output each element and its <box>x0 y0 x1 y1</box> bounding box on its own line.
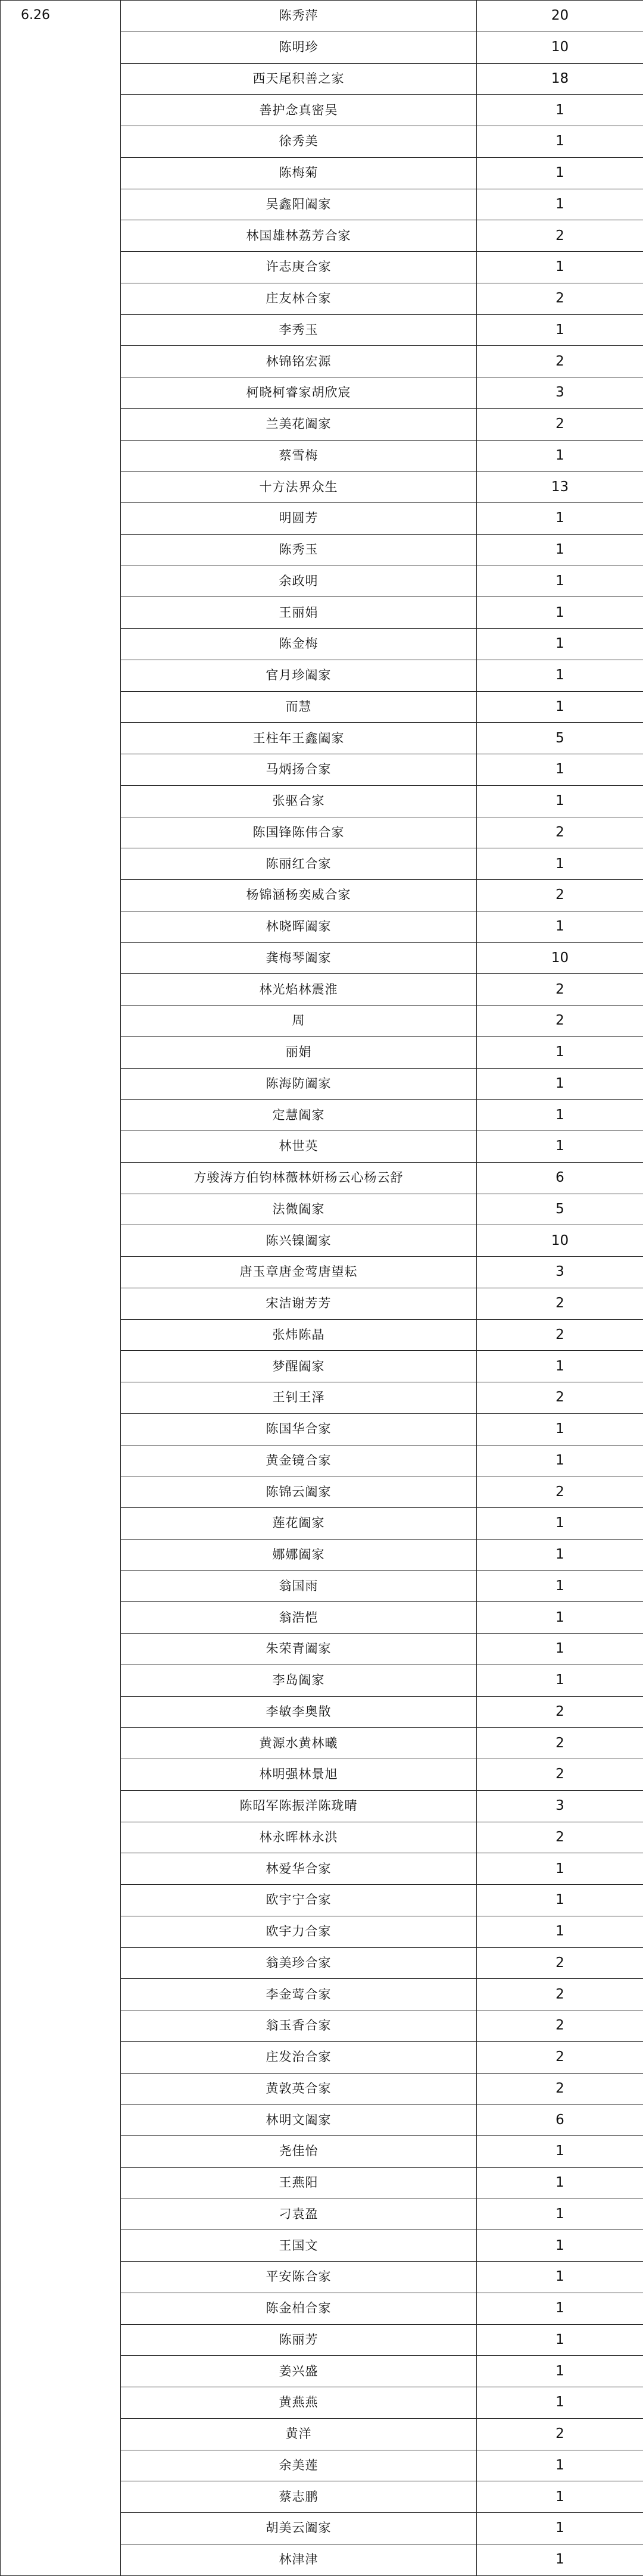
count-cell: 1 <box>477 1853 643 1885</box>
count-cell: 2 <box>477 220 643 252</box>
donor-name-cell: 欧宇宁合家 <box>121 1885 477 1916</box>
donor-name-cell: 林世英 <box>121 1131 477 1163</box>
donor-name-cell: 王丽娟 <box>121 597 477 629</box>
donor-name-cell: 翁浩恺 <box>121 1602 477 1634</box>
count-cell: 1 <box>477 848 643 880</box>
count-cell: 1 <box>477 2481 643 2513</box>
donor-name-cell: 翁国雨 <box>121 1570 477 1602</box>
count-cell: 2 <box>477 1696 643 1728</box>
donor-name-cell: 许志庚合家 <box>121 252 477 283</box>
donor-name-cell: 林国雄林荔芳合家 <box>121 220 477 252</box>
donor-name-cell: 蔡雪梅 <box>121 440 477 472</box>
count-cell: 1 <box>477 503 643 535</box>
count-cell: 2 <box>477 1319 643 1351</box>
donor-name-cell: 黄源水黄林曦 <box>121 1728 477 1759</box>
count-cell: 1 <box>477 1634 643 1665</box>
count-cell: 2 <box>477 1979 643 2010</box>
donation-table-body <box>1 1 643 2576</box>
donor-name-cell: 翁玉香合家 <box>121 2010 477 2042</box>
count-cell: 1 <box>477 2230 643 2262</box>
count-cell: 2 <box>477 283 643 314</box>
donor-name-cell: 宋洁谢芳芳 <box>121 1288 477 1319</box>
count-cell: 20 <box>477 1 643 32</box>
donor-name-cell: 陈明珍 <box>121 32 477 63</box>
donor-name-cell: 林永晖林永洪 <box>121 1822 477 1853</box>
donor-name-cell: 欧宇力合家 <box>121 1916 477 1947</box>
count-cell: 6 <box>477 1162 643 1194</box>
count-cell: 1 <box>477 597 643 629</box>
donor-name-cell: 黄金镜合家 <box>121 1445 477 1476</box>
table-row <box>1 1 643 32</box>
count-cell: 2 <box>477 408 643 440</box>
donor-name-cell: 陈兴镍阖家 <box>121 1225 477 1257</box>
donor-name-cell: 方骏涛方伯钧林薇林妍杨云心杨云舒 <box>121 1162 477 1194</box>
count-cell: 2 <box>477 1382 643 1414</box>
donor-name-cell: 善护念真密吴 <box>121 95 477 126</box>
count-cell: 1 <box>477 1508 643 1540</box>
count-cell: 18 <box>477 63 643 95</box>
donor-name-cell: 朱荣青阖家 <box>121 1634 477 1665</box>
donor-name-cell: 十方法界众生 <box>121 472 477 503</box>
donor-name-cell: 余美莲 <box>121 2450 477 2481</box>
count-cell: 1 <box>477 1570 643 1602</box>
count-cell: 2 <box>477 1728 643 1759</box>
count-cell: 2 <box>477 974 643 1006</box>
count-cell: 1 <box>477 252 643 283</box>
donor-name-cell: 林爱华合家 <box>121 1853 477 1885</box>
donor-name-cell: 而慧 <box>121 691 477 723</box>
count-cell: 1 <box>477 95 643 126</box>
donor-name-cell: 陈海防阖家 <box>121 1068 477 1100</box>
donor-name-cell: 娜娜阖家 <box>121 1539 477 1570</box>
donor-name-cell: 林光焰林震淮 <box>121 974 477 1006</box>
donor-name-cell: 李秀玉 <box>121 314 477 346</box>
donor-name-cell: 龚梅琴阖家 <box>121 942 477 974</box>
donor-name-cell: 陈锦云阖家 <box>121 1476 477 1508</box>
count-cell: 1 <box>477 911 643 942</box>
donor-name-cell: 黄洋 <box>121 2418 477 2450</box>
donor-name-cell: 林明强林景旭 <box>121 1759 477 1791</box>
count-cell: 2 <box>477 1476 643 1508</box>
count-cell: 1 <box>477 2324 643 2356</box>
count-cell: 2 <box>477 2073 643 2104</box>
donor-name-cell: 姜兴盛 <box>121 2356 477 2387</box>
count-cell: 1 <box>477 1100 643 1131</box>
donor-name-cell: 陈昭军陈振洋陈珑晴 <box>121 1790 477 1822</box>
count-cell: 1 <box>477 126 643 158</box>
count-cell: 3 <box>477 1790 643 1822</box>
donor-name-cell: 林锦铭宏源 <box>121 346 477 377</box>
count-cell: 2 <box>477 2010 643 2042</box>
donor-name-cell: 黄燕燕 <box>121 2387 477 2419</box>
count-cell: 2 <box>477 1947 643 1979</box>
date-cell: 6.26 <box>1 1 121 2576</box>
count-cell: 1 <box>477 1885 643 1916</box>
donor-name-cell: 黄敦英合家 <box>121 2073 477 2104</box>
donor-name-cell: 柯晓柯睿家胡欣宸 <box>121 377 477 409</box>
donor-name-cell: 张驱合家 <box>121 785 477 817</box>
count-cell: 2 <box>477 1288 643 1319</box>
count-cell: 5 <box>477 1194 643 1225</box>
count-cell: 5 <box>477 723 643 754</box>
count-cell: 2 <box>477 1822 643 1853</box>
count-cell: 1 <box>477 314 643 346</box>
donor-name-cell: 李岛阖家 <box>121 1665 477 1696</box>
donor-name-cell: 丽娟 <box>121 1036 477 1068</box>
donor-name-cell: 法微阖家 <box>121 1194 477 1225</box>
count-cell: 2 <box>477 2418 643 2450</box>
donor-name-cell: 唐玉章唐金莺唐望耘 <box>121 1257 477 1288</box>
count-cell: 1 <box>477 157 643 189</box>
count-cell: 1 <box>477 2167 643 2199</box>
count-cell: 1 <box>477 534 643 566</box>
donor-name-cell: 王国文 <box>121 2230 477 2262</box>
donor-name-cell: 刁袁盈 <box>121 2199 477 2230</box>
count-cell: 1 <box>477 754 643 786</box>
count-cell: 1 <box>477 2293 643 2324</box>
donor-name-cell: 杨锦涵杨奕威合家 <box>121 880 477 911</box>
donor-name-cell: 张炜陈晶 <box>121 1319 477 1351</box>
count-cell: 1 <box>477 189 643 220</box>
count-cell: 1 <box>477 1602 643 1634</box>
count-cell: 1 <box>477 1068 643 1100</box>
count-cell: 2 <box>477 346 643 377</box>
count-cell: 1 <box>477 1665 643 1696</box>
donor-name-cell: 胡美云阖家 <box>121 2513 477 2544</box>
donor-name-cell: 陈国锋陈伟合家 <box>121 817 477 848</box>
count-cell: 1 <box>477 2513 643 2544</box>
count-cell: 1 <box>477 1445 643 1476</box>
count-cell: 1 <box>477 1539 643 1570</box>
donor-name-cell: 陈金梅 <box>121 629 477 660</box>
count-cell: 1 <box>477 440 643 472</box>
count-cell: 1 <box>477 566 643 597</box>
count-cell: 6 <box>477 2104 643 2136</box>
donor-name-cell: 庄友林合家 <box>121 283 477 314</box>
donor-name-cell: 蔡志鹏 <box>121 2481 477 2513</box>
count-cell: 13 <box>477 472 643 503</box>
donor-name-cell: 余政明 <box>121 566 477 597</box>
count-cell: 10 <box>477 1225 643 1257</box>
donor-name-cell: 陈秀玉 <box>121 534 477 566</box>
count-cell: 1 <box>477 1413 643 1445</box>
count-cell: 3 <box>477 1257 643 1288</box>
count-cell: 1 <box>477 691 643 723</box>
count-cell: 1 <box>477 1131 643 1163</box>
donor-name-cell: 王燕阳 <box>121 2167 477 2199</box>
donor-name-cell: 陈秀萍 <box>121 1 477 32</box>
count-cell: 10 <box>477 942 643 974</box>
donor-name-cell: 周 <box>121 1006 477 1037</box>
count-cell: 1 <box>477 1916 643 1947</box>
donor-name-cell: 林晓晖阖家 <box>121 911 477 942</box>
donor-name-cell: 官月珍阖家 <box>121 660 477 691</box>
donor-name-cell: 定慧阖家 <box>121 1100 477 1131</box>
donor-name-cell: 林明文阖家 <box>121 2104 477 2136</box>
donor-name-cell: 尧佳怡 <box>121 2136 477 2168</box>
donor-name-cell: 兰美花阖家 <box>121 408 477 440</box>
donor-name-cell: 陈丽芳 <box>121 2324 477 2356</box>
count-cell: 1 <box>477 2199 643 2230</box>
donor-name-cell: 陈金柏合家 <box>121 2293 477 2324</box>
donor-name-cell: 莲花阖家 <box>121 1508 477 1540</box>
count-cell: 1 <box>477 2356 643 2387</box>
count-cell: 2 <box>477 817 643 848</box>
count-cell: 1 <box>477 1351 643 1382</box>
donor-name-cell: 吴鑫阳阖家 <box>121 189 477 220</box>
donor-name-cell: 陈国华合家 <box>121 1413 477 1445</box>
count-cell: 2 <box>477 2041 643 2073</box>
count-cell: 1 <box>477 2262 643 2293</box>
count-cell: 1 <box>477 2387 643 2419</box>
count-cell: 3 <box>477 377 643 409</box>
count-cell: 1 <box>477 2136 643 2168</box>
count-cell: 2 <box>477 1006 643 1037</box>
donor-name-cell: 陈丽红合家 <box>121 848 477 880</box>
count-cell: 1 <box>477 1036 643 1068</box>
donor-name-cell: 王钊王泽 <box>121 1382 477 1414</box>
donor-name-cell: 西天尾积善之家 <box>121 63 477 95</box>
donor-name-cell: 徐秀美 <box>121 126 477 158</box>
donor-name-cell: 梦醒阖家 <box>121 1351 477 1382</box>
count-cell: 10 <box>477 32 643 63</box>
donor-name-cell: 李敏李奥散 <box>121 1696 477 1728</box>
donor-name-cell: 明圆芳 <box>121 503 477 535</box>
count-cell: 2 <box>477 1759 643 1791</box>
donor-name-cell: 王柱年王鑫阖家 <box>121 723 477 754</box>
count-cell: 1 <box>477 2450 643 2481</box>
count-cell: 1 <box>477 629 643 660</box>
donor-name-cell: 翁美珍合家 <box>121 1947 477 1979</box>
count-cell: 2 <box>477 880 643 911</box>
donor-name-cell: 林津津 <box>121 2544 477 2575</box>
count-cell: 1 <box>477 2544 643 2575</box>
donor-name-cell: 庄发治合家 <box>121 2041 477 2073</box>
donor-name-cell: 马炳扬合家 <box>121 754 477 786</box>
donor-name-cell: 陈梅菊 <box>121 157 477 189</box>
donor-name-cell: 平安陈合家 <box>121 2262 477 2293</box>
count-cell: 1 <box>477 785 643 817</box>
donor-name-cell: 李金莺合家 <box>121 1979 477 2010</box>
count-cell: 1 <box>477 660 643 691</box>
